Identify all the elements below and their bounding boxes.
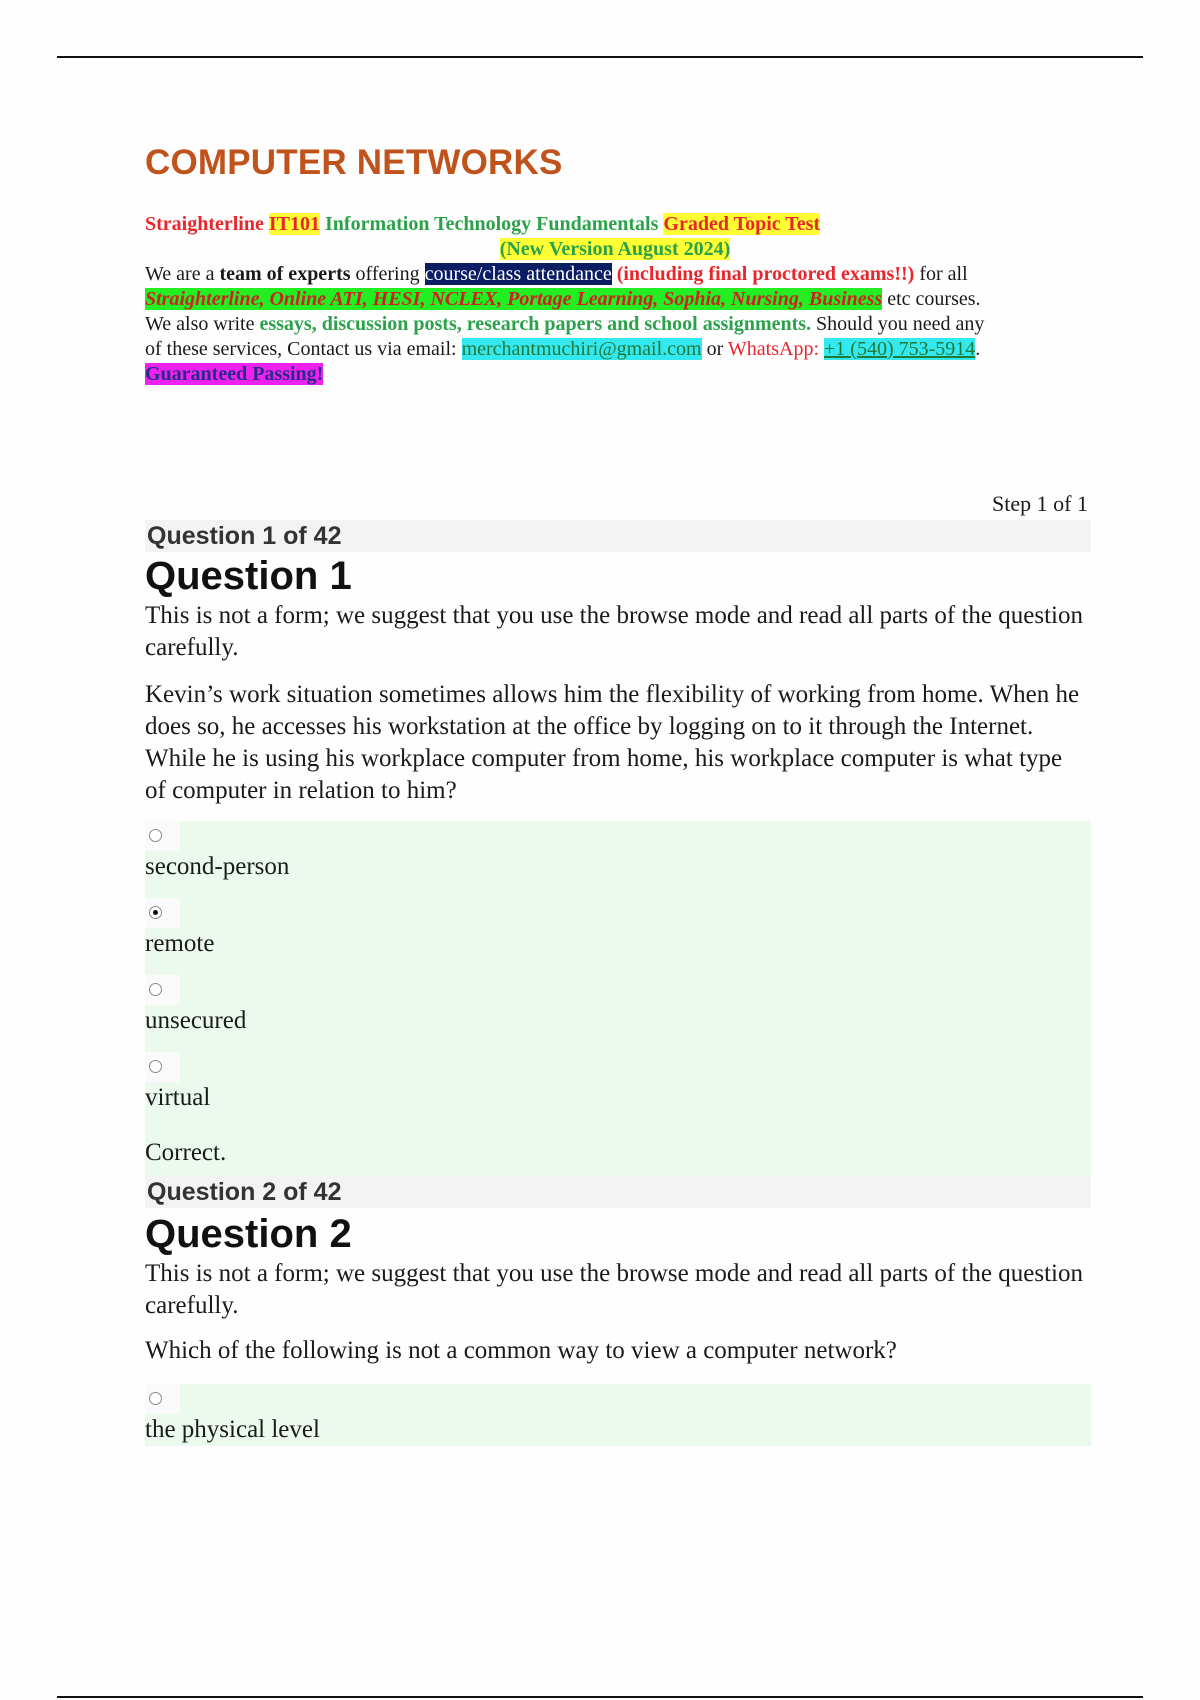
answer-option[interactable] [145, 1052, 1091, 1129]
question-title: Question 1 [145, 554, 352, 598]
whatsapp-label: WhatsApp: [727, 338, 824, 360]
question-prompt: Kevin’s work situation sometimes allows him the flexibility of working from home. When he does so, he accesses his workstation at the office by logging on to it through the Internet. While he is using his workplace computer from home, his workplace computer is what type of computer in relation to him? [145, 681, 1080, 804]
radio-box [145, 1384, 180, 1414]
answer-label: the physical level [145, 1416, 320, 1443]
answer-options [145, 1384, 1091, 1446]
radio-button[interactable] [149, 1060, 162, 1073]
answer-option[interactable] [145, 1384, 1091, 1446]
promo-line-2 [145, 237, 1085, 262]
promo-text: of these services, Contact us via email: [145, 338, 462, 360]
promo-line-3 [145, 262, 1085, 287]
radio-button-selected[interactable] [149, 906, 162, 919]
promo-brand: Straighterline [145, 213, 264, 235]
radio-box [145, 821, 180, 851]
question-prompt: Which of the following is not a common way to view a computer network? [145, 1337, 897, 1364]
promo-line-1 [145, 212, 1085, 237]
promo-test-type: Graded Topic Test [663, 213, 821, 235]
question-header: Question 2 of 42 [145, 1176, 1091, 1208]
radio-box [145, 898, 180, 928]
answer-option[interactable] [145, 975, 1091, 1052]
question-header: Question 1 of 42 [145, 520, 1091, 552]
promo-text: . [975, 338, 981, 360]
promo-course-code: IT101 [268, 213, 320, 235]
top-rule [57, 56, 1143, 58]
answer-option[interactable] [145, 898, 1091, 975]
promo-text: We are a [145, 263, 220, 285]
promo-text: for all [914, 263, 968, 285]
question-instruction: This is not a form; we suggest that you use the browse mode and read all parts of the question carefully. [145, 1260, 1083, 1319]
answer-label: second-person [145, 853, 290, 880]
answer-option[interactable] [145, 821, 1091, 898]
promo-line-7 [145, 362, 1085, 387]
promo-block [145, 212, 1085, 387]
promo-exams: (including final proctored exams!!) [611, 263, 915, 285]
promo-text: We also write [145, 313, 260, 335]
document-title: COMPUTER NETWORKS [145, 143, 563, 182]
answer-options [145, 821, 1091, 1181]
promo-line-5 [145, 312, 1085, 337]
answer-label: remote [145, 930, 215, 957]
question-instruction: This is not a form; we suggest that you use the browse mode and read all parts of the question carefully. [145, 602, 1083, 661]
answer-label: virtual [145, 1084, 211, 1111]
promo-course-name: Information Technology Fundamentals [325, 213, 659, 235]
radio-button[interactable] [149, 983, 162, 996]
promo-team: team of experts [219, 263, 351, 285]
radio-button[interactable] [149, 829, 162, 842]
promo-text: Should you need any [811, 313, 985, 335]
promo-text: or [701, 338, 728, 360]
question-title: Question 2 [145, 1212, 352, 1256]
promo-text: offering [350, 263, 425, 285]
radio-box [145, 1052, 180, 1082]
answer-label: unsecured [145, 1007, 247, 1034]
radio-button[interactable] [149, 1392, 162, 1405]
promo-version: (New Version August 2024) [499, 238, 731, 260]
bottom-rule [57, 1696, 1143, 1698]
radio-box [145, 975, 180, 1005]
promo-services: essays, discussion posts, research papers and school assignments. [259, 313, 812, 335]
answer-feedback: Correct. [145, 1139, 227, 1166]
promo-guarantee: Guaranteed Passing! [145, 363, 324, 385]
promo-line-4 [145, 287, 1085, 312]
step-indicator: Step 1 of 1 [992, 491, 1088, 516]
email-link[interactable]: merchantmuchiri@gmail.com [461, 338, 702, 360]
promo-platforms: Straighterline, Online ATI, HESI, NCLEX, Portage Learning, Sophia, Nursing, Business [145, 288, 883, 310]
promo-line-6 [145, 337, 1085, 362]
promo-text: etc courses. [882, 288, 981, 310]
promo-attendance: course/class attendance [424, 263, 612, 285]
phone-link[interactable]: +1 (540) 753-5914 [824, 338, 976, 360]
